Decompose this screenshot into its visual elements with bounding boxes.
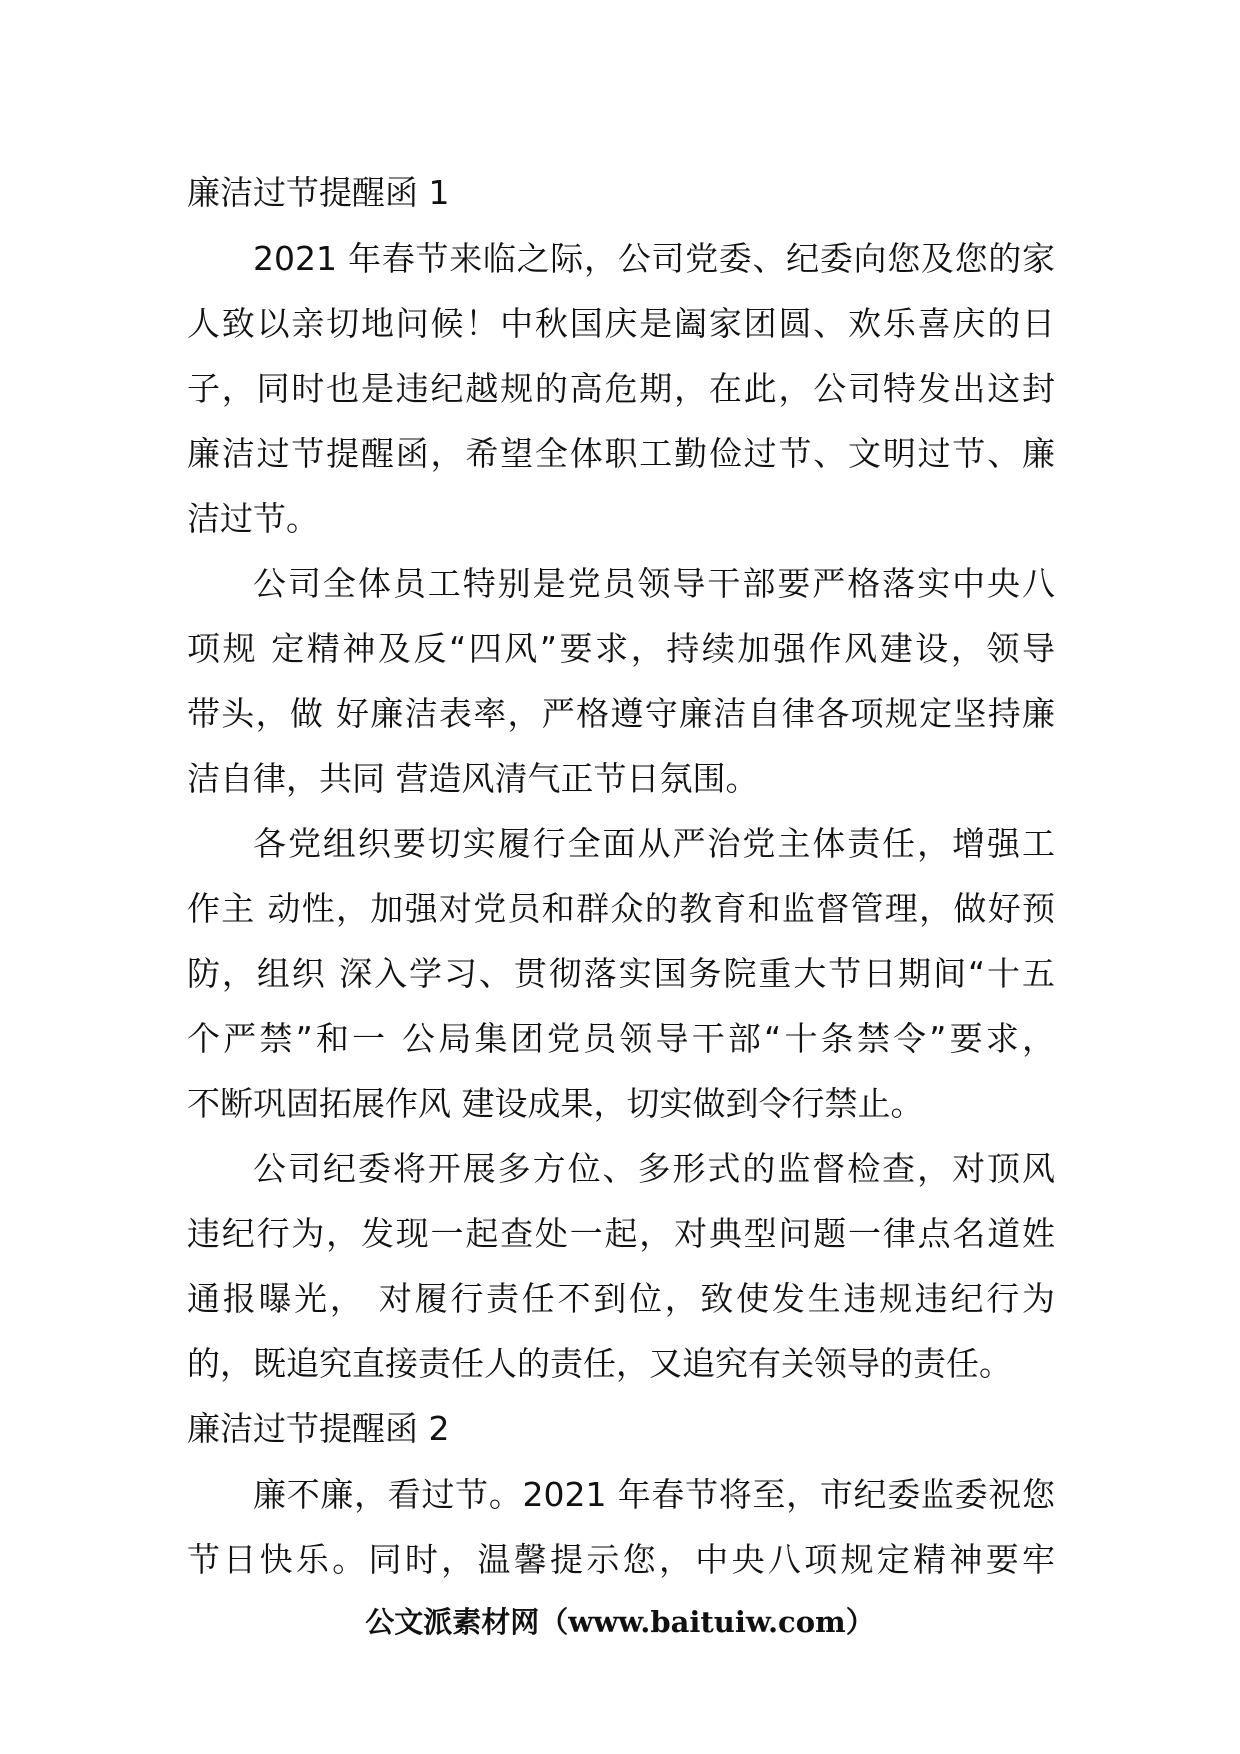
paragraph-line: 廉洁过节提醒函，希望全体职工勤俭过节、文明过节、廉 (187, 434, 1055, 473)
paragraph-2 (187, 551, 1055, 811)
paragraph-line: 2021 年春节来临之际，公司党委、纪委向您及您的家 (253, 239, 1055, 278)
paragraph-line: 项规 定精神及反“四风”要求，持续加强作风建设，领导 (187, 629, 1055, 668)
paragraph-line: 防，组织 深入学习、贯彻落实国务院重大节日期间“十五 (187, 954, 1055, 993)
section-title-2: 廉洁过节提醒函 2 (187, 1409, 450, 1448)
paragraph-line: 各党组织要切实履行全面从严治党主体责任，增强工 (253, 824, 1055, 863)
paragraph-5 (187, 1462, 1055, 1592)
paragraph-line: 节日快乐。同时，温馨提示您，中央八项规定精神要牢 (187, 1540, 1055, 1579)
paragraph-line: 的，既追究直接责任人的责任，又追究有关领导的责任。 (187, 1344, 1012, 1383)
paragraph-line: 洁自律，共同 营造风清气正节日氛围。 (187, 759, 759, 798)
paragraph-3 (187, 811, 1055, 1136)
paragraph-line: 违纪行为，发现一起查处一起，对典型问题一律点名道姓 (187, 1214, 1055, 1253)
paragraph-line: 作主 动性，加强对党员和群众的教育和监督管理，做好预 (187, 889, 1055, 928)
document-body (187, 160, 1055, 1592)
paragraph-line: 洁过节。 (187, 499, 319, 538)
paragraph-line: 公司纪委将开展多方位、多形式的监督检查，对顶风 (253, 1149, 1055, 1188)
paragraph-line: 人致以亲切地问候！中秋国庆是阖家团圆、欢乐喜庆的日 (187, 304, 1055, 343)
paragraph-line: 廉不廉，看过节。2021 年春节将至，市纪委监委祝您 (253, 1475, 1055, 1514)
section-title-1: 廉洁过节提醒函 1 (187, 173, 450, 212)
paragraph-line: 公司全体员工特别是党员领导干部要严格落实中央八 (253, 564, 1055, 603)
paragraph-line: 子，同时也是违纪越规的高危期，在此，公司特发出这封 (187, 369, 1055, 408)
paragraph-line: 通报曝光， 对履行责任不到位，致使发生违规违纪行为 (187, 1279, 1055, 1318)
paragraph-4 (187, 1136, 1055, 1396)
paragraph-line: 带头，做 好廉洁表率，严格遵守廉洁自律各项规定坚持廉 (187, 694, 1055, 733)
paragraph-line: 不断巩固拓展作风 建设成果，切实做到令行禁止。 (187, 1084, 924, 1123)
paragraph-1 (187, 226, 1055, 551)
paragraph-line: 个严禁”和一 公局集团党员领导干部“十条禁令”要求， (187, 1019, 1055, 1058)
page-footer-source: 公文派素材网（www.baituiw.com） (365, 1605, 875, 1639)
